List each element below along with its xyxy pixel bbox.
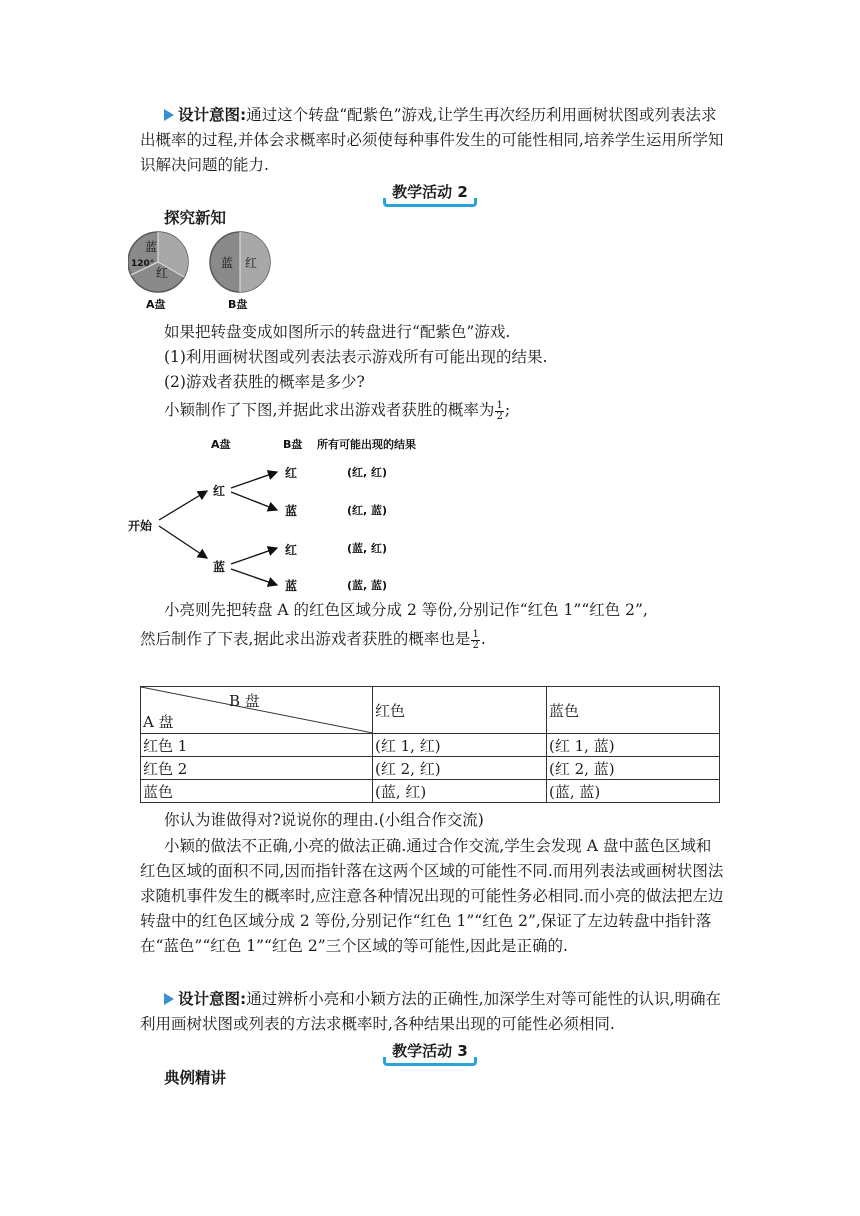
tree-b1-red: 红 bbox=[285, 466, 298, 480]
tree-b2-red: 红 bbox=[285, 543, 298, 557]
tree-a-red: 红 bbox=[213, 484, 226, 498]
design-intent-text: 通过辨析小亮和小颖方法的正确性,加深学生对等可能性的认识,明确在利用画树状图或列表的方法求概率时,各种结果出现的可能性必须相同. bbox=[140, 990, 722, 1033]
liang-line-1: 小亮则先把转盘 A 的红色区域分成 2 等份,分别记作“红色 1”“红色 2”, bbox=[164, 601, 648, 619]
activity-2-tag bbox=[385, 181, 475, 202]
triangle-marker-icon bbox=[164, 993, 174, 1005]
discussion-question: 你认为谁做得对?说说你的理由.(小组合作交流) bbox=[164, 811, 484, 829]
tree-header-a: A盘 bbox=[211, 438, 231, 451]
problem-question-1: (1)利用画树状图或列表法表示游戏所有可能出现的结果. bbox=[164, 348, 548, 366]
fraction-one-half: $\frac{1}{2}$ bbox=[496, 399, 503, 422]
design-intent-label: 设计意图: bbox=[178, 990, 247, 1008]
table-row: 蓝色 (蓝, 红) (蓝, 蓝) bbox=[141, 780, 720, 803]
spinner-b-red-label: 红 bbox=[245, 256, 258, 270]
table-row: 红色 1 (红 1, 红) (红 1, 蓝) bbox=[141, 734, 720, 757]
tag-hook-right-icon bbox=[472, 1057, 477, 1066]
activity-3-tag bbox=[385, 1040, 475, 1061]
design-intent-text: 通过这个转盘“配紫色”游戏,让学生再次经历利用画树状图或列表法求出概率的过程,并体会求概率时必须使每种事件发生的可能性相同,培养学生运用所学知识解决问题的能力. bbox=[140, 106, 724, 174]
discussion-answer: 小颖的做法不正确,小亮的做法正确.通过合作交流,学生会发现 A 盘中蓝色区域和红色区域的面积不同,因而指针落在这两个区域的可能性不同.而用列表法或画树状图法求随机事件发生的概率时,应注意各种情况出现的可能性务必相同.而小亮的做法把左边转盘中的红色区域分成 2 等份,分别记作“红色 1”“红色 2”,保证了左边转盘中指针落在“蓝色”“红色 1”“红色 2”三个区域的等可能性,因此是正确的. bbox=[140, 837, 724, 955]
col-header-red: 红色 bbox=[373, 687, 547, 734]
tree-edge bbox=[231, 569, 277, 585]
design-intent-2 bbox=[140, 987, 725, 1037]
tree-edge bbox=[231, 492, 277, 510]
tree-edge bbox=[159, 491, 207, 520]
tree-edge bbox=[231, 472, 277, 488]
section-examples: 典例精讲 bbox=[164, 1069, 227, 1087]
tree-result-4: (蓝, 蓝) bbox=[347, 579, 388, 592]
activity-2-title: 教学活动 2 bbox=[392, 183, 468, 201]
table-row: 红色 2 (红 2, 红) (红 2, 蓝) bbox=[141, 757, 720, 780]
spinner-a-angle-label: 120° bbox=[131, 259, 155, 269]
tree-diagram bbox=[125, 430, 465, 598]
design-intent-label: 设计意图: bbox=[178, 106, 247, 124]
triangle-marker-icon bbox=[164, 109, 174, 121]
results-table bbox=[140, 686, 720, 803]
problem-question-2: (2)游戏者获胜的概率是多少? bbox=[164, 373, 365, 391]
spinner-figure bbox=[128, 230, 298, 312]
tree-start: 开始 bbox=[128, 519, 153, 533]
tree-b1-blue: 蓝 bbox=[285, 504, 298, 518]
tree-b2-blue: 蓝 bbox=[285, 579, 298, 593]
spinner-b-blue-label: 蓝 bbox=[221, 256, 234, 270]
tag-underline bbox=[387, 204, 473, 207]
tag-underline bbox=[387, 1063, 473, 1066]
tree-result-3: (蓝, 红) bbox=[347, 542, 388, 555]
ying-text: 小颖制作了下图,并据此求出游戏者获胜的概率为 bbox=[164, 401, 495, 419]
section-explore: 探究新知 bbox=[164, 209, 227, 227]
tag-hook-right-icon bbox=[472, 198, 477, 207]
tree-edge bbox=[159, 526, 207, 558]
ying-statement: 小颖制作了下图,并据此求出游戏者获胜的概率为 $\frac{1}{2}$ ; bbox=[164, 399, 511, 422]
tree-result-1: (红, 红) bbox=[347, 466, 388, 479]
spinner-b-caption: B盘 bbox=[228, 298, 248, 311]
design-intent-1 bbox=[140, 103, 725, 178]
tree-header-b: B盘 bbox=[283, 438, 303, 451]
table-corner-cell bbox=[141, 687, 373, 734]
col-header-blue: 蓝色 bbox=[547, 687, 720, 734]
tree-a-blue: 蓝 bbox=[213, 560, 226, 574]
spinner-a-caption: A盘 bbox=[146, 298, 166, 311]
liang-line-2: 然后制作了下表,据此求出游戏者获胜的概率也是 $\frac{1}{2}$ . bbox=[140, 628, 486, 651]
spinner-a-red-label: 红 bbox=[156, 266, 169, 280]
tree-result-2: (红, 蓝) bbox=[347, 504, 388, 517]
problem-intro: 如果把转盘变成如图所示的转盘进行“配紫色”游戏. bbox=[164, 323, 511, 341]
fraction-one-half-2: $\frac{1}{2}$ bbox=[472, 628, 479, 651]
spinner-a bbox=[128, 232, 188, 292]
tree-edge bbox=[231, 548, 277, 564]
spinner-b bbox=[210, 232, 270, 292]
tree-header-results: 所有可能出现的结果 bbox=[317, 438, 416, 451]
spinner-a-blue-label: 蓝 bbox=[145, 240, 158, 254]
corner-a-label: A 盘 bbox=[143, 713, 174, 731]
corner-b-label: B 盘 bbox=[229, 692, 260, 710]
activity-3-title: 教学活动 3 bbox=[392, 1042, 468, 1060]
